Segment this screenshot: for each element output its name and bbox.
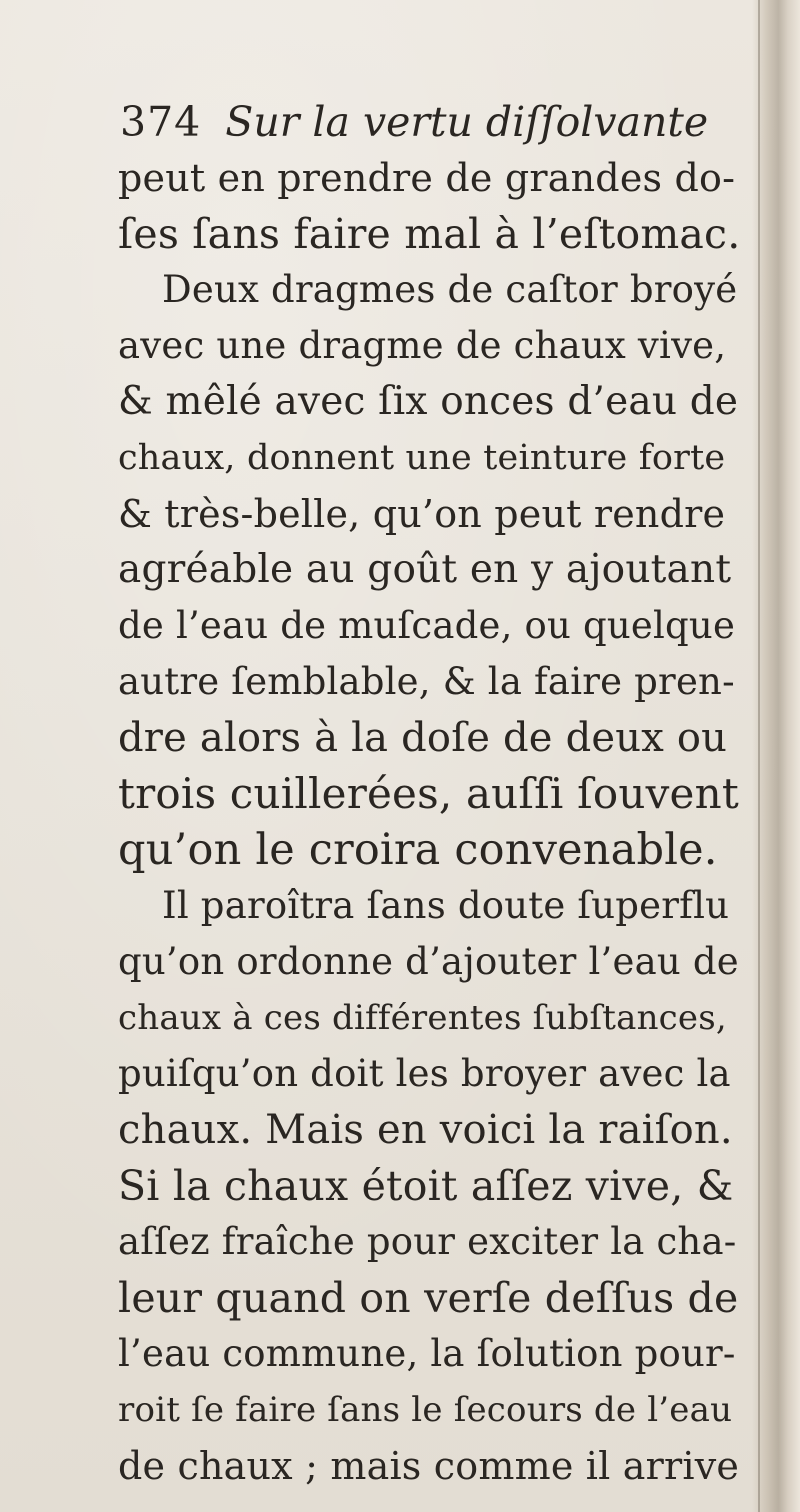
- text-line: leur quand on verſe deſſus de: [118, 1274, 739, 1322]
- text-line: Deux dragmes de caſtor broyé: [162, 268, 738, 311]
- text-line: chaux. Mais en voici la raiſon.: [118, 1107, 733, 1153]
- page-edge: [758, 0, 760, 1512]
- text-line: chaux à ces différentes ſubſtances,: [118, 998, 727, 1038]
- text-line: agréable au goût en y ajoutant: [118, 547, 732, 592]
- text-line: roit ſe faire ſans le ſecours de l’eau: [118, 1390, 733, 1430]
- page-number: 374: [120, 98, 202, 146]
- text-line: dre alors à la doſe de deux ou: [118, 715, 728, 761]
- text-line: de l’eau de muſcade, ou quelque: [118, 604, 736, 647]
- text-line: aſſez fraîche pour exciter la cha-: [118, 1220, 737, 1263]
- text-line: & très-belle, qu’on peut rendre: [118, 492, 726, 536]
- text-line: Il paroîtra ſans doute ſuperflu: [162, 884, 730, 927]
- text-line: & mêlé avec ſix onces d’eau de: [118, 379, 739, 424]
- text-line: peut en prendre de grandes do-: [118, 156, 736, 200]
- text-line: avec une dragme de chaux vive,: [118, 324, 727, 367]
- text-line: de chaux ; mais comme il arrive: [118, 1444, 740, 1488]
- text-line: chaux, donnent une teinture forte: [118, 438, 726, 478]
- text-line: ſes ſans faire mal à l’eſtomac.: [118, 210, 741, 258]
- text-line: autre ſemblable, & la faire pren-: [118, 660, 735, 703]
- text-line: puiſqu’on doit les broyer avec la: [118, 1052, 731, 1095]
- running-head: [120, 92, 708, 152]
- text-line: Si la chaux étoit aſſez vive, &: [118, 1162, 734, 1210]
- text-line: trois cuillerées, auſſi ſouvent: [118, 769, 739, 818]
- text-line: qu’on le croira convenable.: [118, 825, 718, 875]
- text-line: l’eau commune, la ſolution pour-: [118, 1332, 736, 1375]
- running-title: Sur la vertu diſſolvante: [225, 98, 709, 146]
- text-line: qu’on ordonne d’ajouter l’eau de: [118, 940, 739, 983]
